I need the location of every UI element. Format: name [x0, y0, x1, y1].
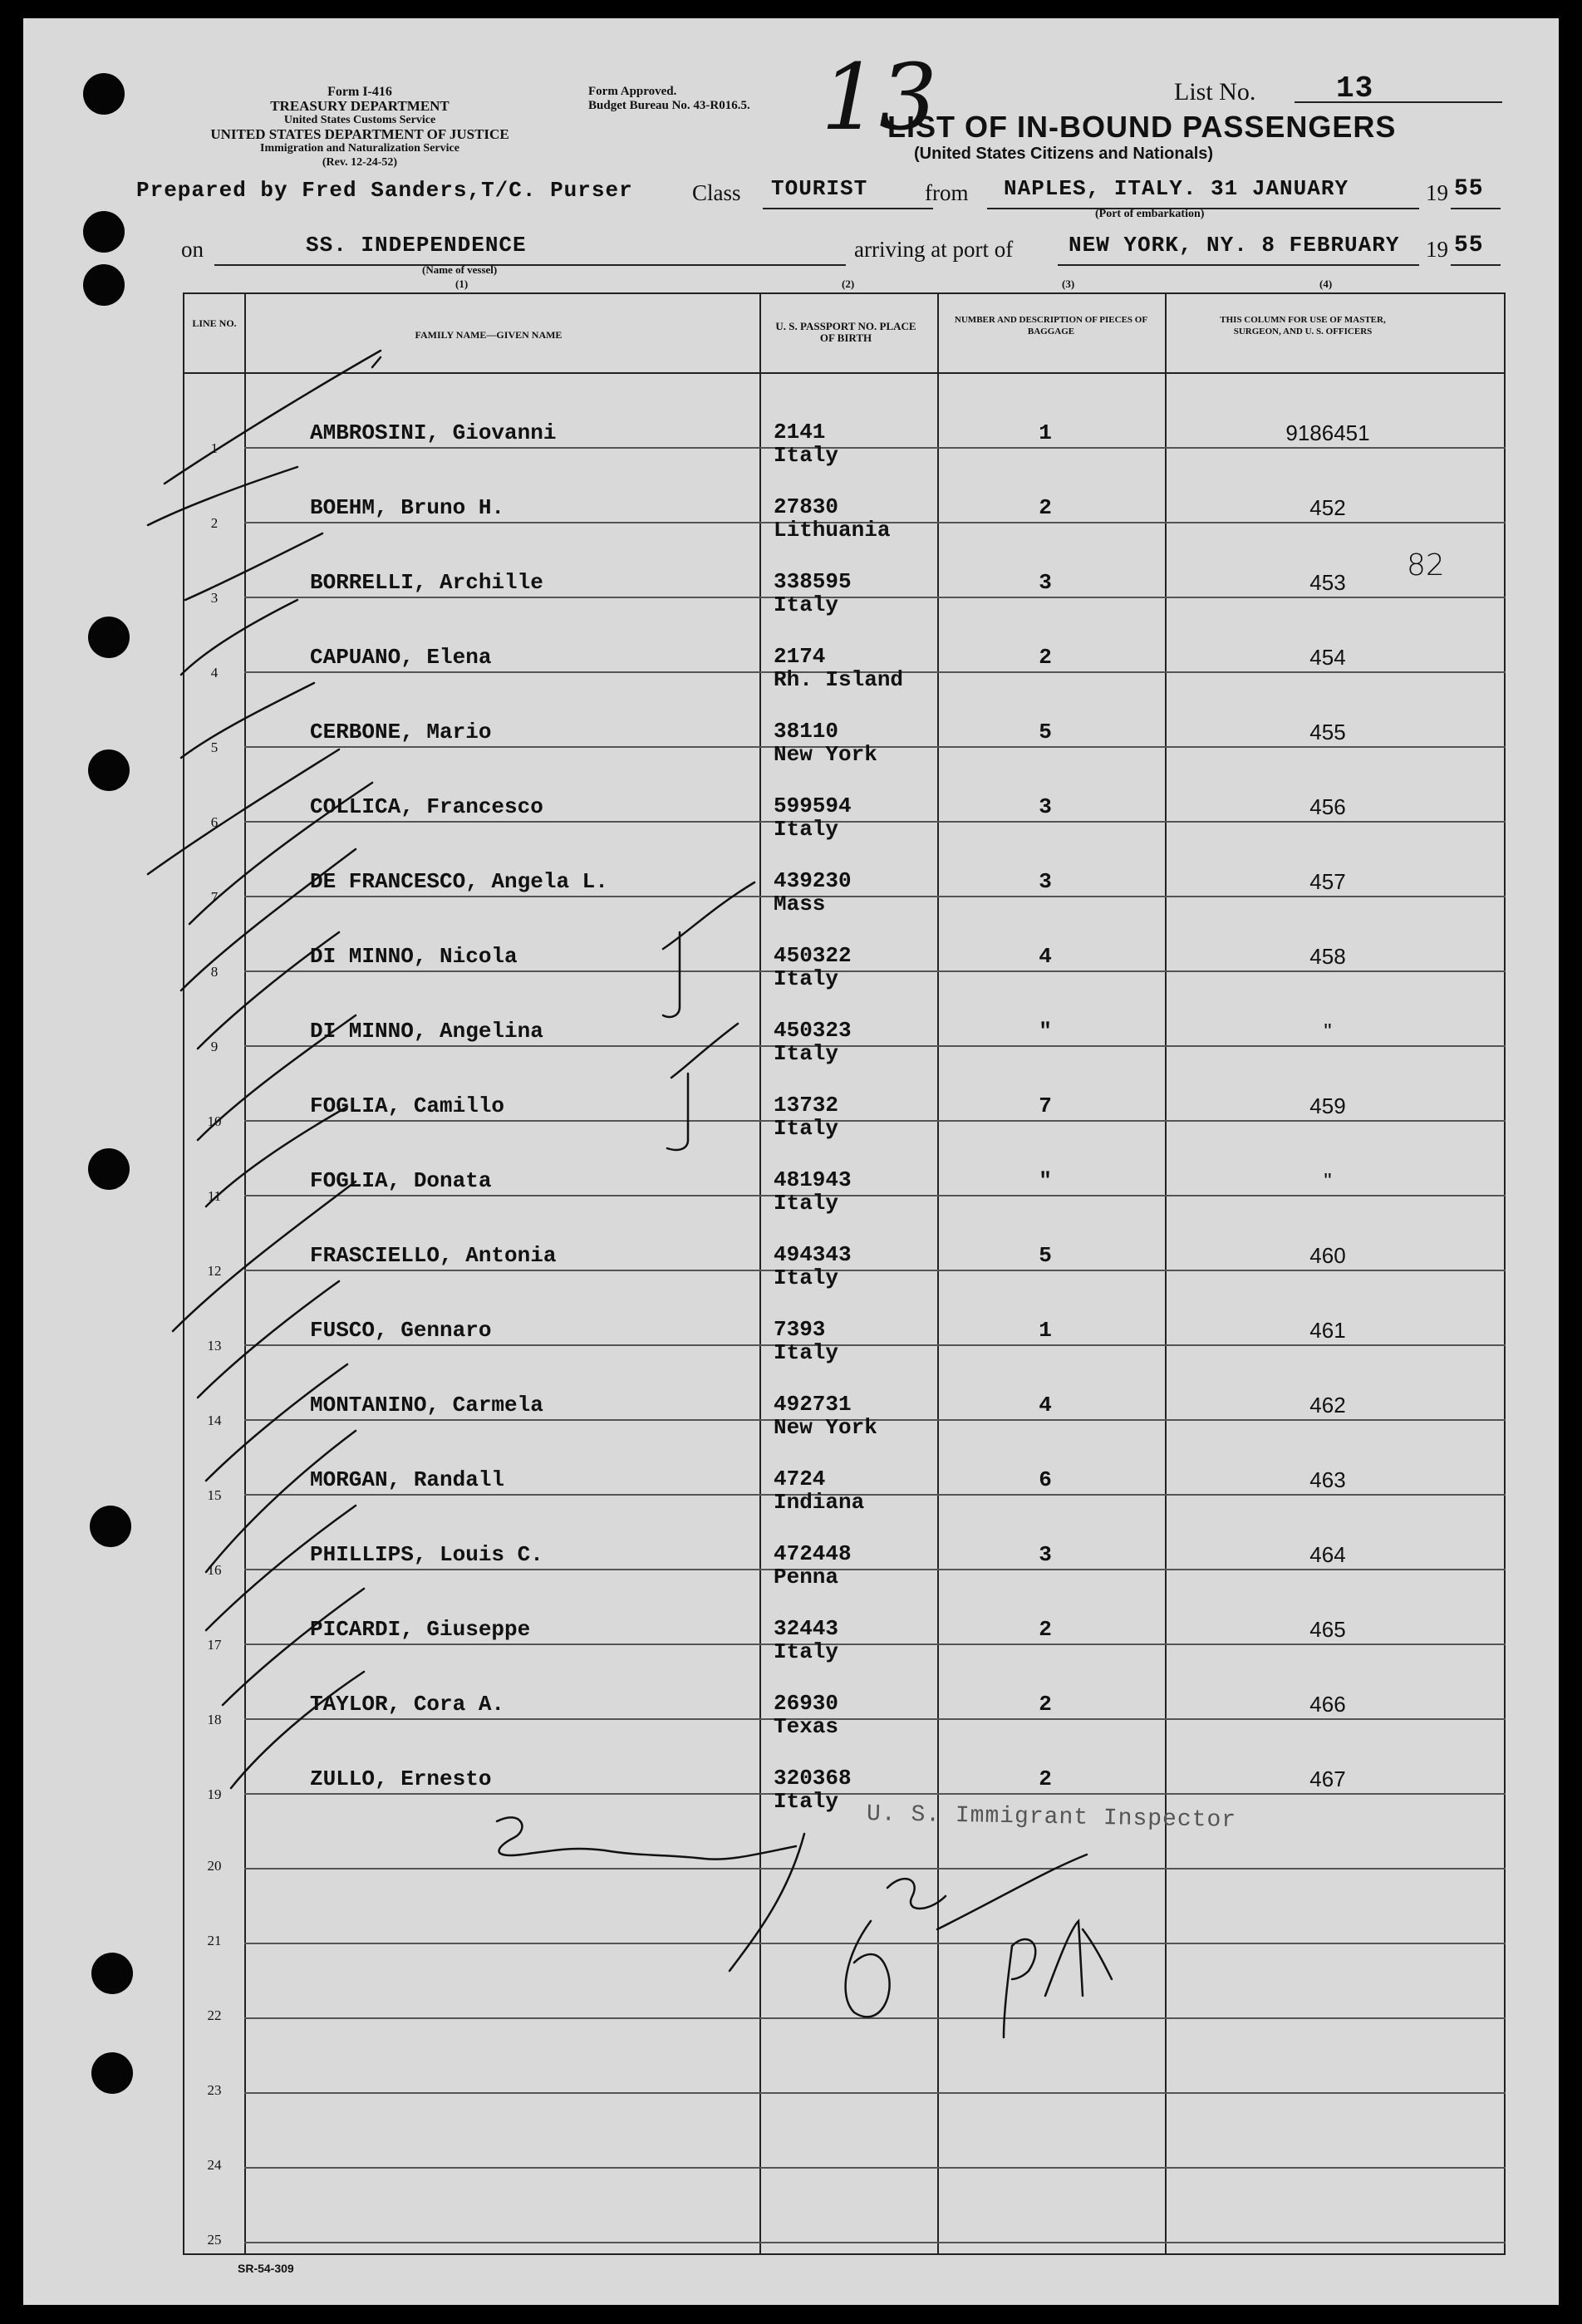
place-of-birth: Italy: [774, 1789, 839, 1814]
manifest-page: [23, 18, 1559, 2305]
passenger-name: BOEHM, Bruno H.: [310, 495, 505, 520]
passport-number: 26930: [774, 1691, 839, 1716]
baggage-count: 3: [1039, 869, 1052, 894]
line-number: 21: [207, 1933, 222, 1948]
place-of-birth: Italy: [774, 966, 839, 991]
passport-number: 338595: [774, 569, 852, 594]
baggage-count: 2: [1039, 495, 1052, 520]
place-of-birth: Italy: [774, 1265, 839, 1290]
place-of-birth: Italy: [774, 592, 839, 617]
row-rule: [244, 447, 1506, 449]
year-field-1: [1451, 206, 1501, 209]
officer-number: 467: [1309, 1766, 1346, 1791]
row-rule: [244, 2167, 1506, 2169]
embarkation-value: NAPLES, ITALY. 31 JANUARY: [1004, 176, 1349, 201]
line-number: 18: [207, 1712, 222, 1727]
col-head-line: LINE NO.: [192, 317, 237, 329]
arriving-label: arriving at port of: [854, 237, 1014, 262]
handwritten-number: 13: [821, 44, 937, 150]
year-prefix-2: 19: [1426, 237, 1448, 262]
row-rule: [244, 2092, 1506, 2094]
baggage-count: 5: [1039, 1243, 1052, 1268]
side-note: 82: [1407, 548, 1445, 582]
officer-number: 457: [1309, 869, 1346, 894]
line-number: 12: [207, 1263, 222, 1279]
row-rule: [244, 970, 1506, 972]
line-number: 8: [210, 964, 219, 980]
place-of-birth: Penna: [774, 1565, 839, 1589]
on-label: on: [181, 237, 204, 262]
from-label: from: [925, 180, 969, 205]
line-number: 22: [207, 2007, 222, 2023]
place-of-birth: Italy: [774, 443, 839, 468]
justice-department: UNITED STATES DEPARTMENT OF JUSTICE: [210, 126, 509, 142]
passport-number: 38110: [774, 719, 839, 744]
passenger-name: MORGAN, Randall: [310, 1467, 505, 1492]
baggage-count: ": [1039, 1168, 1052, 1193]
row-rule: [244, 1494, 1506, 1496]
row-rule: [244, 2017, 1506, 2019]
footer-code: SR-54-309: [238, 2262, 294, 2275]
officer-number: 456: [1309, 794, 1346, 819]
passport-number: 599594: [774, 794, 852, 818]
place-of-birth: Lithuania: [774, 518, 891, 543]
col-head-officers: THIS COLUMN FOR USE OF MASTER, SURGEON, AND U. S. OFFICERS: [1220, 315, 1386, 337]
passport-number: 481943: [774, 1167, 852, 1192]
officer-number: 466: [1309, 1692, 1346, 1717]
manifest-title: LIST OF IN-BOUND PASSENGERS: [887, 110, 1397, 144]
place-of-birth: Mass: [774, 892, 826, 916]
place-of-birth: Italy: [774, 1639, 839, 1664]
binder-hole: [88, 617, 130, 658]
officer-number: 464: [1309, 1542, 1346, 1567]
row-rule: [244, 896, 1506, 897]
passport-number: 13732: [774, 1093, 839, 1118]
passport-number: 472448: [774, 1541, 852, 1566]
class-value: TOURIST: [771, 176, 868, 201]
officer-number: 465: [1309, 1617, 1346, 1642]
row-rule: [244, 1943, 1506, 1944]
officer-number: 452: [1309, 495, 1346, 520]
class-field: [763, 206, 933, 209]
row-rule: [244, 1868, 1506, 1870]
arrival-field: [1058, 263, 1419, 266]
vessel-field: [214, 263, 846, 266]
baggage-count: 3: [1039, 1542, 1052, 1567]
passenger-name: CAPUANO, Elena: [310, 645, 492, 670]
place-of-birth: Rh. Island: [774, 667, 904, 692]
officer-number: 453: [1309, 570, 1346, 595]
baggage-count: 2: [1039, 1766, 1052, 1791]
officer-number: 462: [1309, 1393, 1346, 1417]
baggage-count: 6: [1039, 1467, 1052, 1492]
form-number: Form I-416: [327, 85, 392, 99]
customs-service: United States Customs Service: [283, 114, 436, 126]
line-number: 13: [207, 1338, 222, 1354]
baggage-count: 4: [1039, 944, 1052, 969]
list-number-label: List No.: [1174, 78, 1256, 106]
prepared-by: Prepared by Fred Sanders,T/C. Purser: [136, 178, 633, 203]
line-number: 15: [207, 1487, 222, 1503]
line-number: 9: [210, 1039, 219, 1054]
passport-number: 439230: [774, 868, 852, 893]
revision: (Rev. 12-24-52): [322, 156, 398, 169]
row-rule: [244, 1793, 1506, 1795]
place-of-birth: New York: [774, 742, 877, 767]
passenger-name: CERBONE, Mario: [310, 720, 492, 744]
col-divider-line: [244, 292, 246, 2255]
baggage-count: 2: [1039, 645, 1052, 670]
binder-hole: [91, 2052, 133, 2094]
row-rule: [244, 597, 1506, 598]
row-rule: [244, 1718, 1506, 1720]
place-of-birth: Italy: [774, 1340, 839, 1365]
line-number: 20: [207, 1858, 222, 1874]
binder-hole: [90, 1506, 131, 1547]
line-number: 1: [210, 440, 219, 456]
passenger-name: BORRELLI, Archille: [310, 570, 543, 595]
ins-service: Immigration and Naturalization Service: [260, 142, 459, 155]
passenger-name: DI MINNO, Angelina: [310, 1019, 543, 1044]
passenger-name: FUSCO, Gennaro: [310, 1318, 492, 1343]
officer-number: 454: [1309, 645, 1346, 670]
baggage-count: 2: [1039, 1692, 1052, 1717]
manifest-subtitle: (United States Citizens and Nationals): [914, 145, 1214, 163]
passenger-name: AMBROSINI, Giovanni: [310, 420, 557, 445]
passport-number: 450323: [774, 1018, 852, 1043]
line-number: 17: [207, 1637, 222, 1653]
passport-number: 494343: [774, 1242, 852, 1267]
line-number: 7: [210, 889, 219, 905]
form-approved: Form Approved. Budget Bureau No. 43-R016.5.: [588, 85, 750, 112]
officer-number: ": [1324, 1019, 1332, 1044]
baggage-count: 1: [1039, 1318, 1052, 1343]
col-divider-officers: [1165, 292, 1167, 2255]
baggage-count: 7: [1039, 1093, 1052, 1118]
baggage-count: 4: [1039, 1393, 1052, 1417]
officer-number: 463: [1309, 1467, 1346, 1492]
officer-number: 455: [1309, 720, 1346, 744]
row-rule: [244, 2242, 1506, 2243]
binder-hole: [91, 1953, 133, 1994]
passenger-name: PICARDI, Giuseppe: [310, 1617, 531, 1642]
passenger-name: DE FRANCESCO, Angela L.: [310, 869, 608, 894]
column-2-caption: (2): [842, 278, 855, 290]
binder-hole: [83, 264, 125, 306]
row-rule: [244, 1644, 1506, 1645]
officer-number: ": [1324, 1168, 1332, 1193]
row-rule: [244, 1195, 1506, 1196]
officer-number: 460: [1309, 1243, 1346, 1268]
baggage-count: ": [1039, 1019, 1052, 1044]
passport-number: 492731: [774, 1392, 852, 1417]
place-of-birth: Italy: [774, 1041, 839, 1066]
place-of-birth: Italy: [774, 817, 839, 842]
passport-number: 450322: [774, 943, 852, 968]
passenger-name: FOGLIA, Donata: [310, 1168, 492, 1193]
passport-number: 7393: [774, 1317, 826, 1342]
passenger-name: PHILLIPS, Louis C.: [310, 1542, 543, 1567]
line-number: 24: [207, 2157, 222, 2173]
row-rule: [244, 821, 1506, 823]
binder-hole: [83, 73, 125, 115]
line-number: 3: [210, 590, 219, 606]
line-number: 5: [210, 739, 219, 755]
passenger-name: COLLICA, Francesco: [310, 794, 543, 819]
place-of-birth: Indiana: [774, 1490, 865, 1515]
place-of-birth: New York: [774, 1415, 877, 1440]
line-number: 23: [207, 2082, 222, 2098]
line-number: 16: [207, 1562, 222, 1578]
baggage-count: 1: [1039, 420, 1052, 445]
year-value-1: 55: [1454, 176, 1484, 202]
row-rule: [244, 1569, 1506, 1570]
col-head-passport: U. S. PASSPORT NO. PLACE OF BIRTH: [775, 320, 916, 344]
column-3-caption: (3): [1062, 278, 1075, 290]
passenger-name: DI MINNO, Nicola: [310, 944, 518, 969]
year-value-2: 55: [1454, 233, 1484, 258]
binder-hole: [88, 749, 130, 791]
binder-hole: [83, 211, 125, 253]
passport-number: 32443: [774, 1616, 839, 1641]
passport-number: 2141: [774, 420, 826, 445]
row-rule: [244, 1270, 1506, 1271]
form-header-left: [181, 85, 538, 170]
year-field-2: [1451, 263, 1501, 266]
class-label: Class: [692, 180, 741, 205]
col-divider-baggage: [937, 292, 939, 2255]
column-1-caption: (1): [455, 278, 469, 290]
passenger-name: FOGLIA, Camillo: [310, 1093, 505, 1118]
vessel-name: SS. INDEPENDENCE: [306, 233, 527, 258]
table-header-rule: [183, 372, 1506, 374]
passport-number: 4724: [774, 1467, 826, 1491]
line-number: 4: [210, 665, 219, 680]
passenger-name: MONTANINO, Carmela: [310, 1393, 543, 1417]
officer-number: 459: [1309, 1093, 1346, 1118]
passport-number: 2174: [774, 644, 826, 669]
column-4-caption: (4): [1319, 278, 1333, 290]
list-number-field: [1295, 100, 1502, 103]
baggage-count: 3: [1039, 794, 1052, 819]
place-of-birth: Italy: [774, 1191, 839, 1216]
line-number: 6: [210, 814, 219, 830]
line-number: 19: [207, 1786, 222, 1802]
year-prefix-1: 19: [1426, 180, 1448, 205]
inspector-stamp: U. S. Immigrant Inspector: [866, 1801, 1237, 1834]
officer-number: 458: [1309, 944, 1346, 969]
line-number: 14: [207, 1413, 222, 1428]
row-rule: [244, 1045, 1506, 1047]
line-number: 11: [207, 1188, 222, 1204]
row-rule: [244, 1344, 1506, 1346]
place-of-birth: Italy: [774, 1116, 839, 1141]
col-divider-passport: [759, 292, 761, 2255]
baggage-count: 2: [1039, 1617, 1052, 1642]
baggage-count: 5: [1039, 720, 1052, 744]
list-number-value: 13: [1336, 71, 1374, 106]
col-head-name: FAMILY NAME—GIVEN NAME: [415, 329, 563, 341]
row-rule: [244, 1120, 1506, 1122]
arrival-value: NEW YORK, NY. 8 FEBRUARY: [1069, 233, 1400, 258]
passenger-name: TAYLOR, Cora A.: [310, 1692, 505, 1717]
passport-number: 27830: [774, 494, 839, 519]
officer-number: 461: [1309, 1318, 1346, 1343]
baggage-count: 3: [1039, 570, 1052, 595]
line-number: 25: [207, 2232, 222, 2248]
binder-hole: [88, 1148, 130, 1190]
col-head-baggage: NUMBER AND DESCRIPTION OF PIECES OF BAGGAGE: [954, 315, 1148, 337]
place-of-birth: Texas: [774, 1714, 839, 1739]
port-embarkation-caption: (Port of embarkation): [1095, 208, 1205, 220]
vessel-caption: (Name of vessel): [422, 263, 498, 276]
passport-number: 320368: [774, 1766, 852, 1791]
line-number: 10: [207, 1113, 222, 1129]
line-number: 2: [210, 515, 219, 531]
department: TREASURY DEPARTMENT: [270, 98, 450, 114]
officer-number: 9186451: [1285, 420, 1370, 445]
passenger-name: FRASCIELLO, Antonia: [310, 1243, 557, 1268]
passenger-name: ZULLO, Ernesto: [310, 1766, 492, 1791]
